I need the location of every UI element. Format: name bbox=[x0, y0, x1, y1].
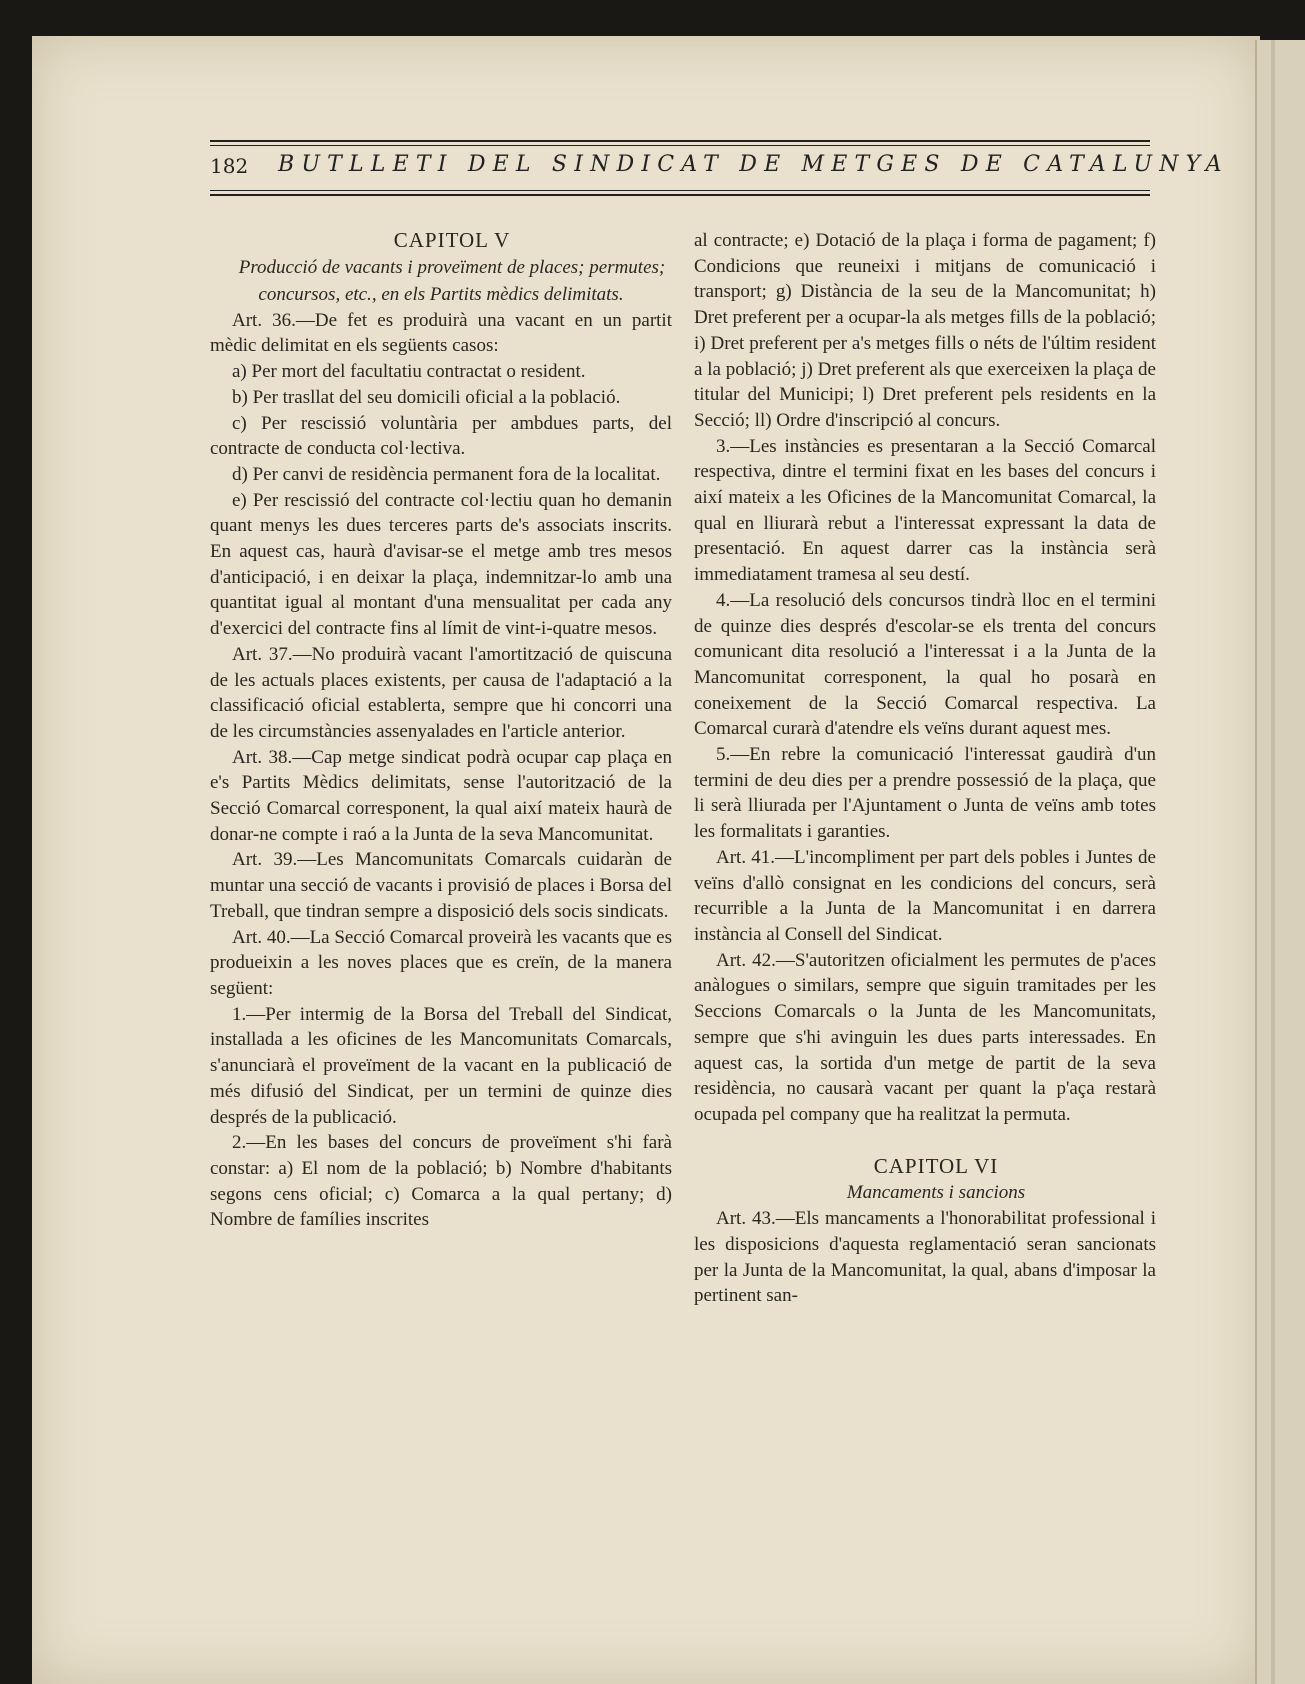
paragraph: 4.—La resolució dels concursos tindrà lloc en el termini de quinze dies després d'escolar-se els trenta del concurs comunicant dita resolució a l'interessat i a la Junta de la Mancomunitat corresponent, la qual ho posarà en coneixement de la Secció Comarcal respectiva. La Comarcal curarà d'atendre els veïns durant aquest mes. bbox=[694, 589, 1156, 740]
chapter-title: CAPITOL V bbox=[393, 228, 511, 252]
left-column bbox=[210, 228, 672, 1233]
paragraph: b) Per trasllat del seu domicili oficial a la població. bbox=[232, 386, 621, 408]
page-number: 182 bbox=[210, 154, 249, 178]
paragraph: Art. 40.—La Secció Comarcal proveirà les vacants que es produeixin a les noves places que es creïn, de la manera següent: bbox=[210, 926, 673, 999]
paragraph: al contracte; e) Dotació de la plaça i forma de pagament; f) Condicions que reuneixi i mitjans de comunicació i transport; g) Distància de la seu de la Mancomunitat; h) Dret preferent per a ocupar-la als metges fills de la població; i) Dret preferent per a's metges fills o néts de l'últim resident a la població; j) Dret preferent als que exerceixen la plaça de titular del Municipi; l) Dret preferent pels residents en la Secció; ll) Ordre d'inscripció al concurs. bbox=[694, 230, 1156, 431]
paragraph: Art. 36.—De fet es produirà una vacant en un partit mèdic delimitat en els següents casos: bbox=[210, 309, 672, 357]
paragraph: Art. 42.—S'autoritzen oficialment les permutes de p'aces anàlogues o similars, sempre que siguin tramitades per les Seccions Comarcals o la Junta de les Mancomunitats, sempre que s'hi avinguin les dues parts interessades. En aquest cas, la sortida d'un metge de partit de la seva residència, no causarà vacant per quant la p'aça restarà ocupada pel company que ha realitzat la permuta. bbox=[694, 949, 1156, 1125]
running-title: BUTLLETI DEL SINDICAT DE METGES DE CATALUNYA bbox=[278, 152, 1229, 177]
next-page-edge bbox=[1255, 40, 1305, 1684]
header-rule-bottom bbox=[210, 194, 1150, 196]
paragraph: Art. 41.—L'incompliment per part dels pobles i Juntes de veïns d'allò consignat en les condicions del concurs, serà recurrible a la Junta de la Mancomunitat i en darrera instància al Consell del Sindicat. bbox=[694, 846, 1156, 945]
paragraph: e) Per rescissió del contracte col·lectiu quan ho demanin quant menys les dues terceres parts de's associats inscrits. En aquest cas, haurà d'avisar-se el metge amb tres mesos d'anticipació, i en deixar la plaça, indemnitzar-lo amb una quantitat igual al montant d'una mensualitat per cada any d'exercici del contracte fins al límit de vint-i-quatre mesos. bbox=[210, 489, 672, 640]
paragraph: 1.—Per intermig de la Borsa del Treball del Sindicat, installada a les oficines de les Mancomunitats Comarcals, s'anunciarà el proveïment de la vacant en la publicació de més difusió del Sindicat, per un termini de quinze dies després de la publicació. bbox=[210, 1003, 672, 1128]
page-header bbox=[210, 140, 1229, 200]
paragraph: Art. 39.—Les Mancomunitats Comarcals cuidaràn de muntar una secció de vacants i provisió de places i Borsa del Treball, que tindran sempre a disposició dels socis sindicats. bbox=[210, 849, 672, 922]
paragraph: Art. 38.—Cap metge sindicat podrà ocupar cap plaça en e's Partits Mèdics delimitats, sense l'autorització de la Secció Comarcal corresponent, la qual així mateix haurà de donar-ne compte i raó a la Junta de la seva Mancomunitat. bbox=[210, 746, 672, 845]
paragraph: 2.—En les bases del concurs de proveïment s'hi farà constar: a) El nom de la població; b) Nombre d'habitants segons cens oficial; c) Comarca a la qual pertany; d) Nombre de famílies inscrites bbox=[210, 1132, 672, 1231]
paragraph: Art. 43.—Els mancaments a l'honorabilitat professional i les disposicions d'aquesta reglamentació seran sancionats per la Junta de la Mancomunitat, la qual, abans d'imposar la pertinent san- bbox=[694, 1208, 1156, 1307]
paragraph: c) Per rescissió voluntària per ambdues parts, del contracte de conducta col·lectiva. bbox=[210, 412, 672, 460]
paragraph: 5.—En rebre la comunicació l'interessat gaudirà d'un termini de deu dies per a prendre possessió de la plaça, que li serà lliurada per l'Ajuntament o Junta de veïns amb totes les formalitats i garanties. bbox=[694, 744, 1156, 843]
chapter-subtitle: Mancaments i sancions bbox=[846, 1182, 1026, 1204]
right-column bbox=[694, 228, 1156, 1309]
header-rule-bottom-thin bbox=[210, 190, 1150, 191]
header-rule-top bbox=[210, 140, 1150, 142]
chapter-title: CAPITOL VI bbox=[873, 1153, 999, 1178]
header-rule-top-thin bbox=[210, 145, 1150, 146]
paragraph: Art. 37.—No produirà vacant l'amortització de quiscuna de les actuals places existents, per causa de l'adaptació a la classificació oficial establerta, sempre que hi concorri una de les circumstàncies assenyalades en l'article anterior. bbox=[210, 643, 672, 742]
paragraph: 3.—Les instàncies es presentaran a la Secció Comarcal respectiva, dintre el termini fixat en les bases del concurs i així mateix a les Oficines de la Mancomunitat Comarcal, la qual en lliurarà rebut a l'interessat expressant la data de presentació. En aquest darrer cas la instància serà immediatament tramesa al seu destí. bbox=[694, 435, 1156, 586]
paragraph: d) Per canvi de residència permanent fora de la localitat. bbox=[232, 463, 661, 485]
chapter-subtitle: Producció de vacants i proveïment de places; permutes; concursos, etc., en els Partits mèdics delimitats. bbox=[238, 256, 666, 305]
paragraph: a) Per mort del facultatiu contractat o resident. bbox=[232, 361, 586, 383]
